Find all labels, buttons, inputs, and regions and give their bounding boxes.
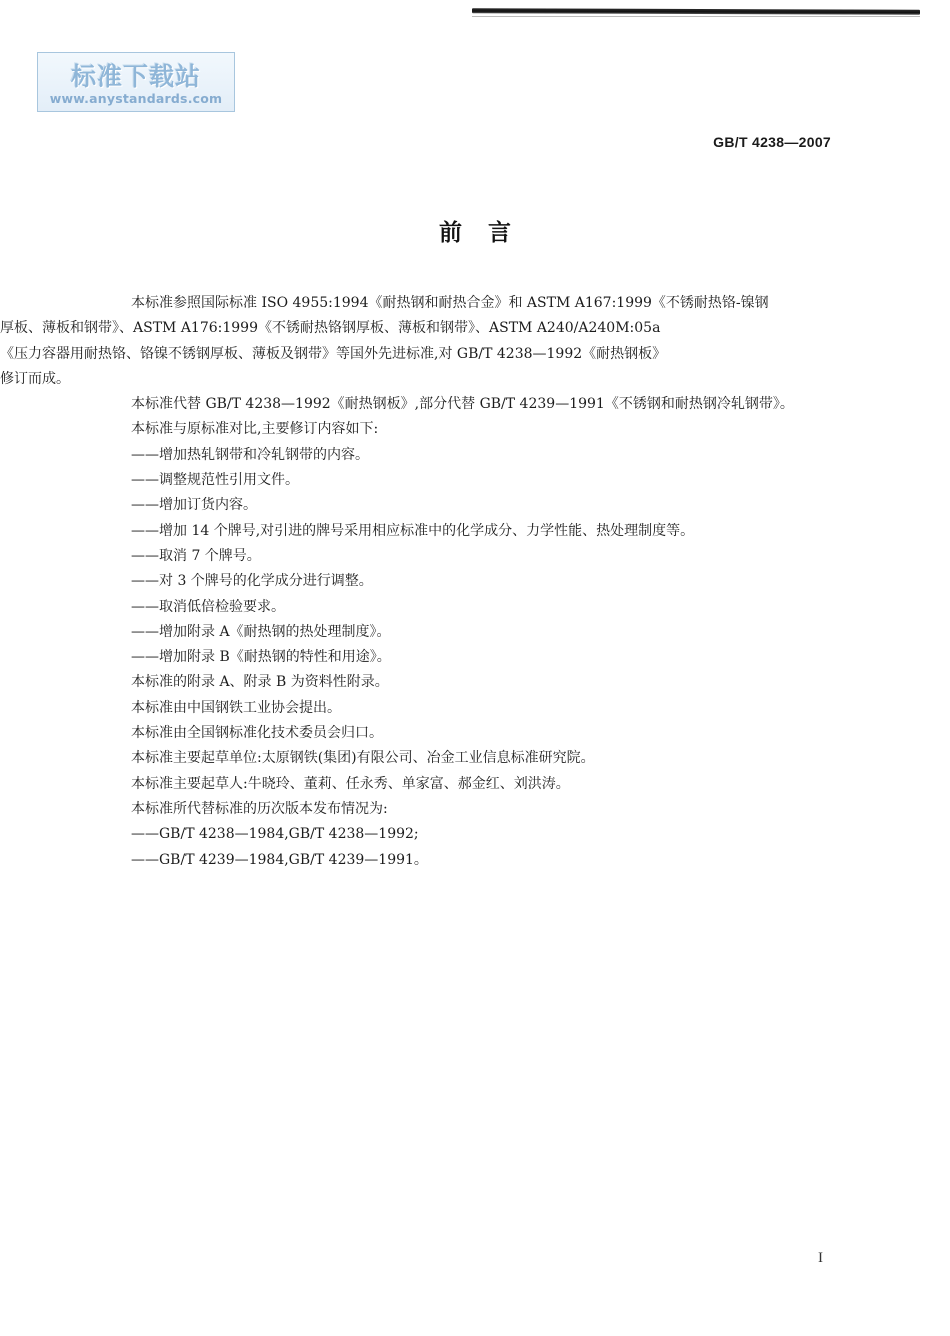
- para-drafters: 本标准主要起草人:牛晓玲、董莉、任永秀、单家富、郝金红、刘洪涛。: [131, 775, 570, 792]
- watermark-url: www.anystandards.com: [49, 91, 223, 106]
- para-drafting-units: 本标准主要起草单位:太原钢铁(集团)有限公司、冶金工业信息标准研究院。: [131, 750, 595, 767]
- header-rule: [472, 8, 920, 15]
- change-item: ——取消低倍检验要求。: [131, 598, 285, 615]
- change-item: ——增加订货内容。: [131, 497, 257, 514]
- para-changes-intro: 本标准与原标准对比,主要修订内容如下:: [131, 421, 379, 438]
- para-administrator: 本标准由全国钢标准化技术委员会归口。: [131, 725, 383, 742]
- para-history-intro: 本标准所代替标准的历次版本发布情况为:: [131, 800, 388, 817]
- para-proposer: 本标准由中国钢铁工业协会提出。: [131, 699, 341, 716]
- para-reference-line-4: 修订而成。: [0, 370, 70, 387]
- history-item: ——GB/T 4239—1984,GB/T 4239—1991。: [131, 851, 428, 868]
- page-title: 前言: [439, 220, 537, 246]
- page-number: I: [818, 1250, 823, 1266]
- change-item: ——增加附录 B《耐热钢的特性和用途》。: [131, 649, 391, 666]
- change-item: ——增加热轧钢带和冷轧钢带的内容。: [131, 446, 369, 463]
- change-item: ——取消 7 个牌号。: [131, 547, 261, 564]
- foreword-body: [0, 291, 831, 873]
- para-appendix-note: 本标准的附录 A、附录 B 为资料性附录。: [131, 674, 389, 691]
- para-replacement: 本标准代替 GB/T 4238—1992《耐热钢板》,部分代替 GB/T 4239—1991《不锈钢和耐热钢冷轧钢带》。: [131, 396, 794, 413]
- para-reference-line-1: 本标准参照国际标准 ISO 4955:1994《耐热钢和耐热合金》和 ASTM A167:1999《不锈耐热铬-镍钢: [131, 295, 769, 311]
- history-item: ——GB/T 4238—1984,GB/T 4238—1992;: [131, 826, 419, 843]
- watermark-title: 标准下载站: [70, 62, 201, 91]
- change-item: ——增加 14 个牌号,对引进的牌号采用相应标准中的化学成分、力学性能、热处理制度等。: [131, 522, 695, 539]
- change-item: ——增加附录 A《耐热钢的热处理制度》。: [131, 623, 391, 640]
- change-item: ——调整规范性引用文件。: [131, 472, 299, 489]
- standard-code: GB/T 4238—2007: [713, 134, 831, 150]
- para-reference-line-2: 厚板、薄板和钢带》、ASTM A176:1999《不锈耐热铬钢厚板、薄板和钢带》、ASTM A240/A240M:05a: [0, 320, 661, 337]
- watermark-logo: [37, 52, 235, 112]
- para-reference-line-3: 《压力容器用耐热铬、铬镍不锈钢厚板、薄板及钢带》等国外先进标准,对 GB/T 4238—1992《耐热钢板》: [0, 345, 667, 362]
- change-item: ——对 3 个牌号的化学成分进行调整。: [131, 573, 373, 590]
- header-rule-shadow: [472, 16, 920, 17]
